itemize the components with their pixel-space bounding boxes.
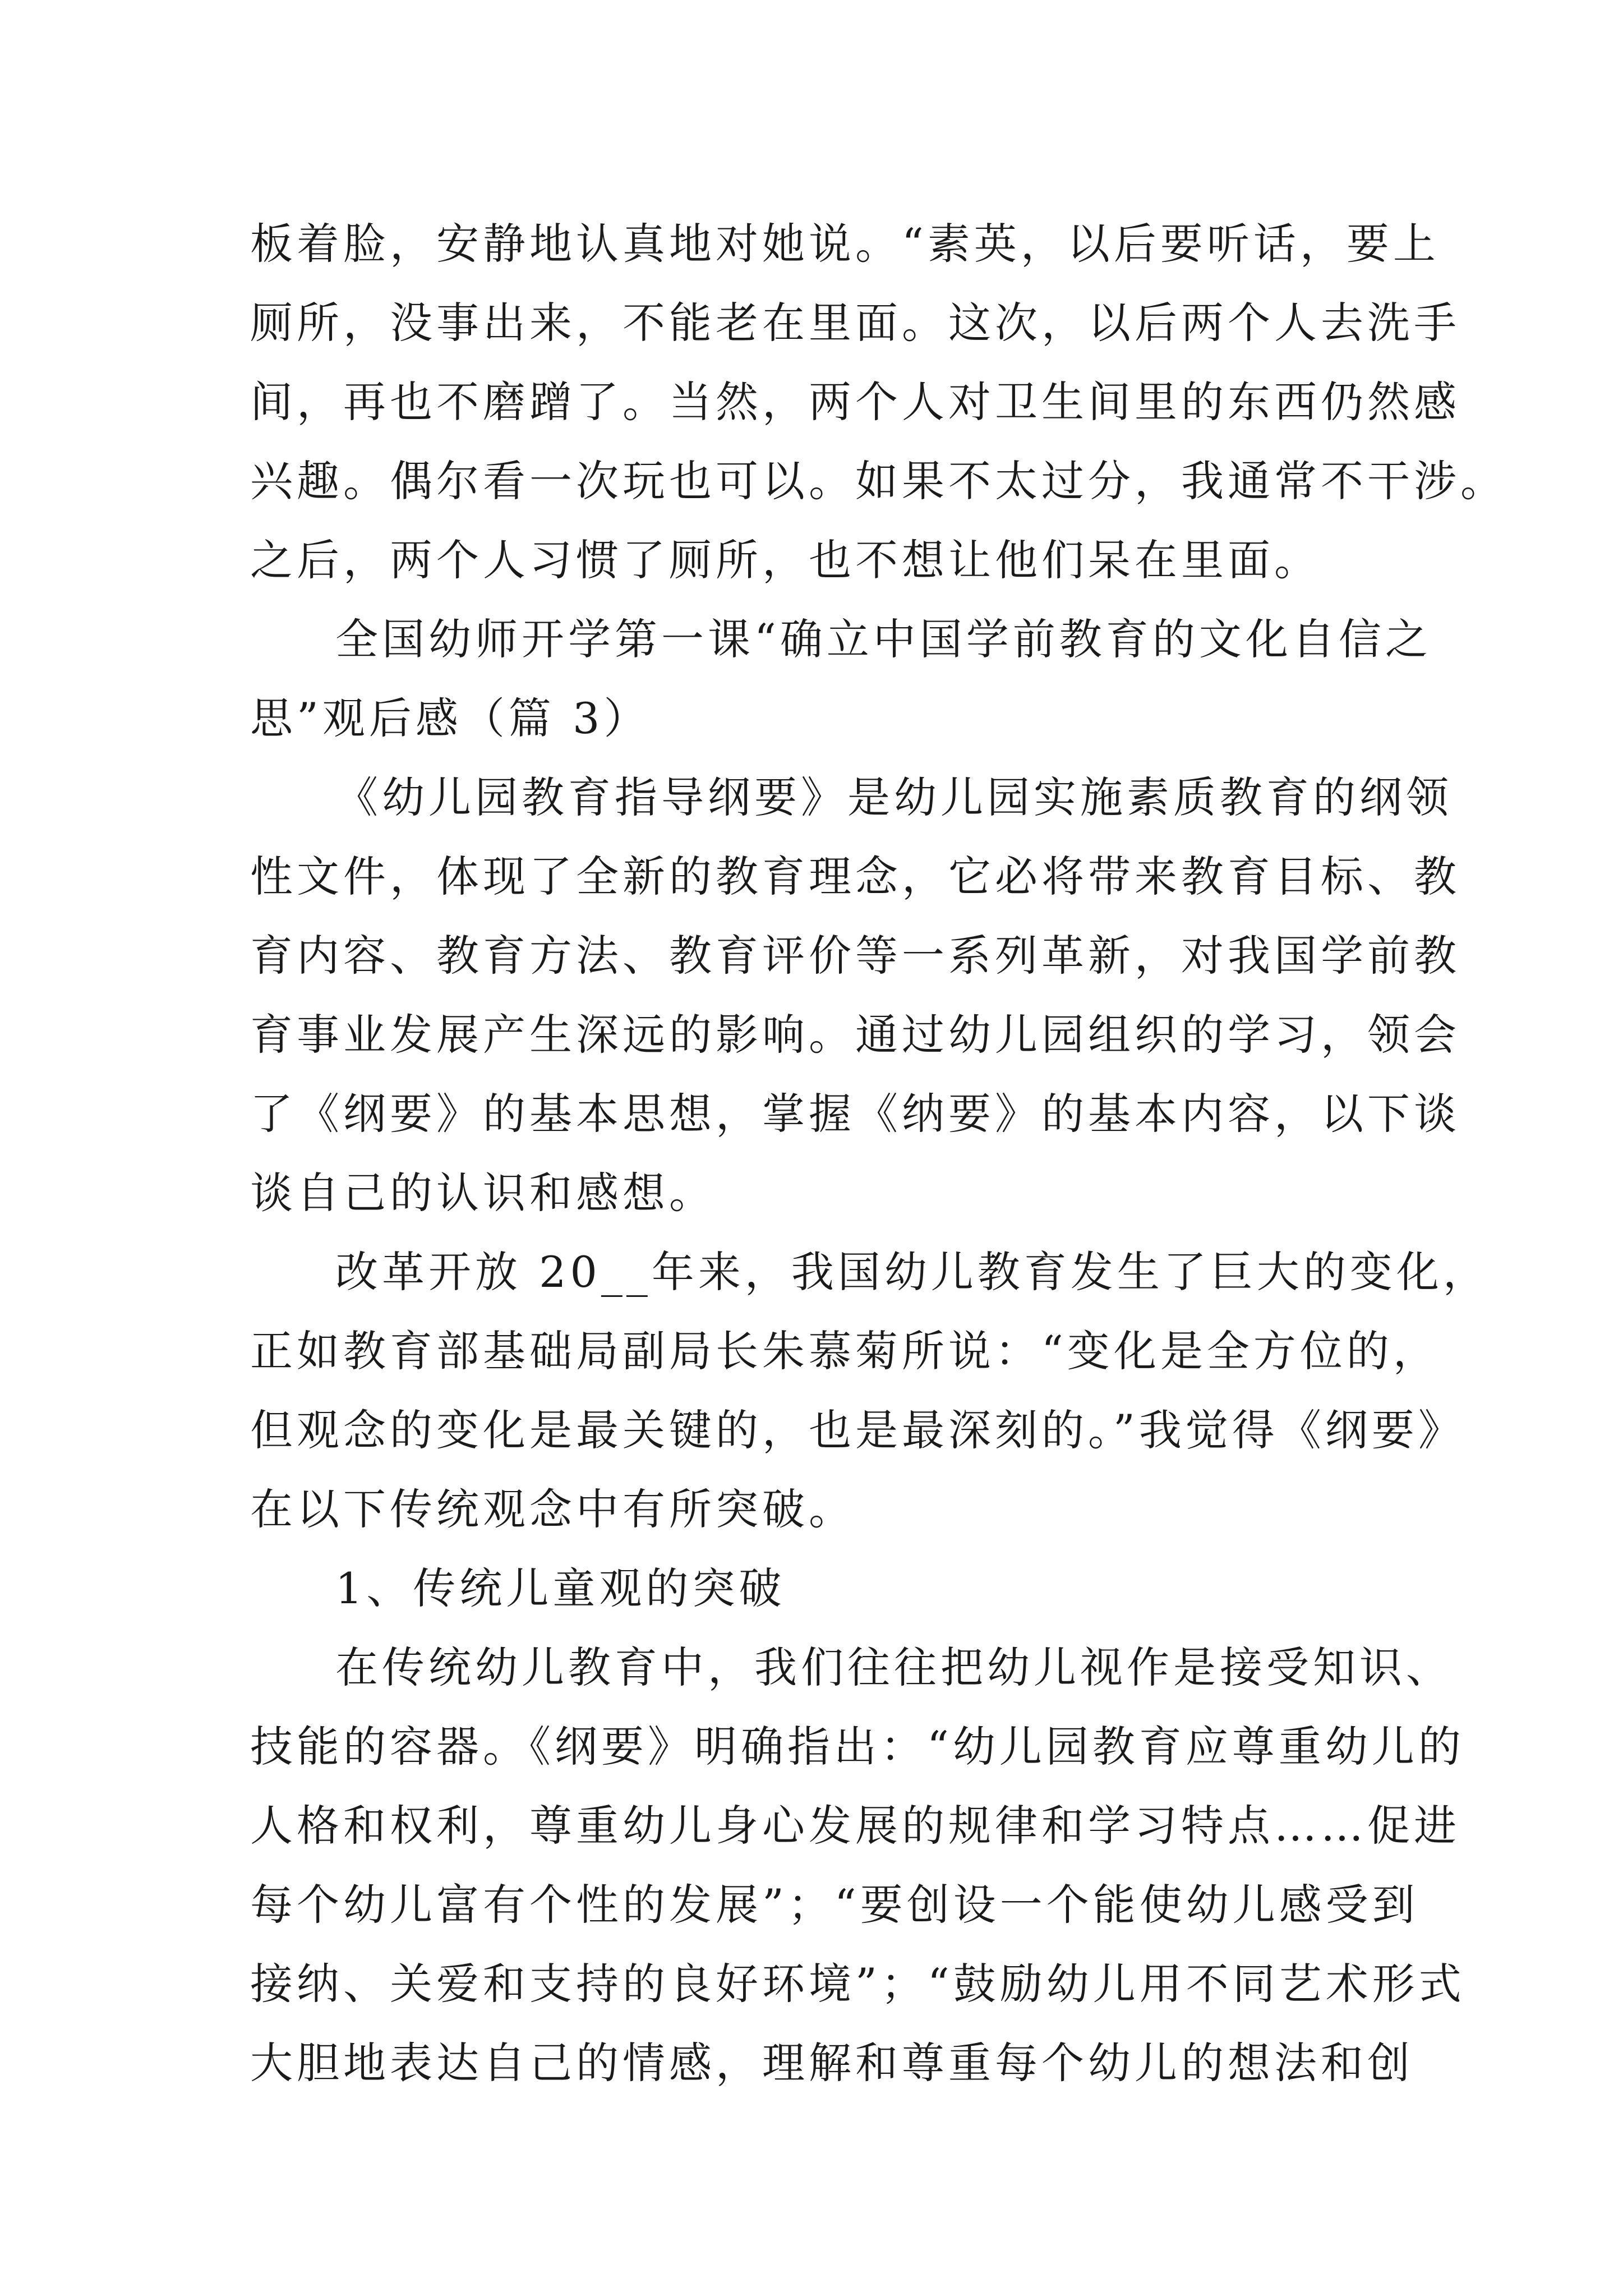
text-line: 改革开放 20__年来，我国幼儿教育发生了巨大的变化，	[335, 1247, 1490, 1297]
text-line: 每个幼儿富有个性的发展”；“要创设一个能使幼儿感受到	[250, 1880, 1419, 1930]
text-line: 《幼儿园教育指导纲要》是幼儿园实施素质教育的纲领	[335, 772, 1453, 822]
text-line: 厕所，没事出来，不能老在里面。这次，以后两个人去洗手	[250, 298, 1460, 348]
text-line: 正如教育部基础局副局长朱慕菊所说：“变化是全方位的，	[250, 1326, 1440, 1376]
text-line: 间，再也不磨蹭了。当然，两个人对卫生间里的东西仍然感	[250, 377, 1460, 427]
text-line: 但观念的变化是最关键的，也是最深刻的。”我觉得《纲要》	[250, 1405, 1465, 1455]
section-heading-line: 思”观后感（篇 3）	[250, 693, 651, 743]
text-line: 技能的容器。《纲要》明确指出：“幼儿园教育应尊重幼儿的	[250, 1722, 1465, 1772]
text-line: 性文件，体现了全新的教育理念，它必将带来教育目标、教	[250, 852, 1460, 901]
text-line: 兴趣。偶尔看一次玩也可以。如果不太过分，我通常不干涉。	[250, 456, 1507, 506]
text-line: 育事业发展产生深远的影响。通过幼儿园组织的学习，领会	[250, 1010, 1460, 1060]
text-line: 之后，两个人习惯了厕所，也不想让他们呆在里面。	[250, 535, 1321, 585]
text-line: 人格和权利，尊重幼儿身心发展的规律和学习特点……促进	[250, 1801, 1460, 1851]
text-line: 谈自己的认识和感想。	[250, 1168, 716, 1218]
subheading-line: 1、传统儿童观的突破	[335, 1563, 786, 1613]
text-line: 大胆地表达自己的情感，理解和尊重每个幼儿的想法和创	[250, 2038, 1414, 2088]
section-heading-line: 全国幼师开学第一课“确立中国学前教育的文化自信之	[335, 614, 1432, 664]
text-line: 育内容、教育方法、教育评价等一系列革新，对我国学前教	[250, 931, 1460, 981]
text-line: 板着脸，安静地认真地对她说。“素英，以后要听话，要上	[250, 219, 1440, 269]
text-line: 接纳、关爱和支持的良好环境”；“鼓励幼儿用不同艺术形式	[250, 1959, 1465, 2009]
text-line: 在以下传统观念中有所突破。	[250, 1484, 855, 1534]
text-line: 了《纲要》的基本思想，掌握《纳要》的基本内容，以下谈	[250, 1089, 1460, 1139]
text-line: 在传统幼儿教育中，我们往往把幼儿视作是接受知识、	[335, 1642, 1453, 1692]
